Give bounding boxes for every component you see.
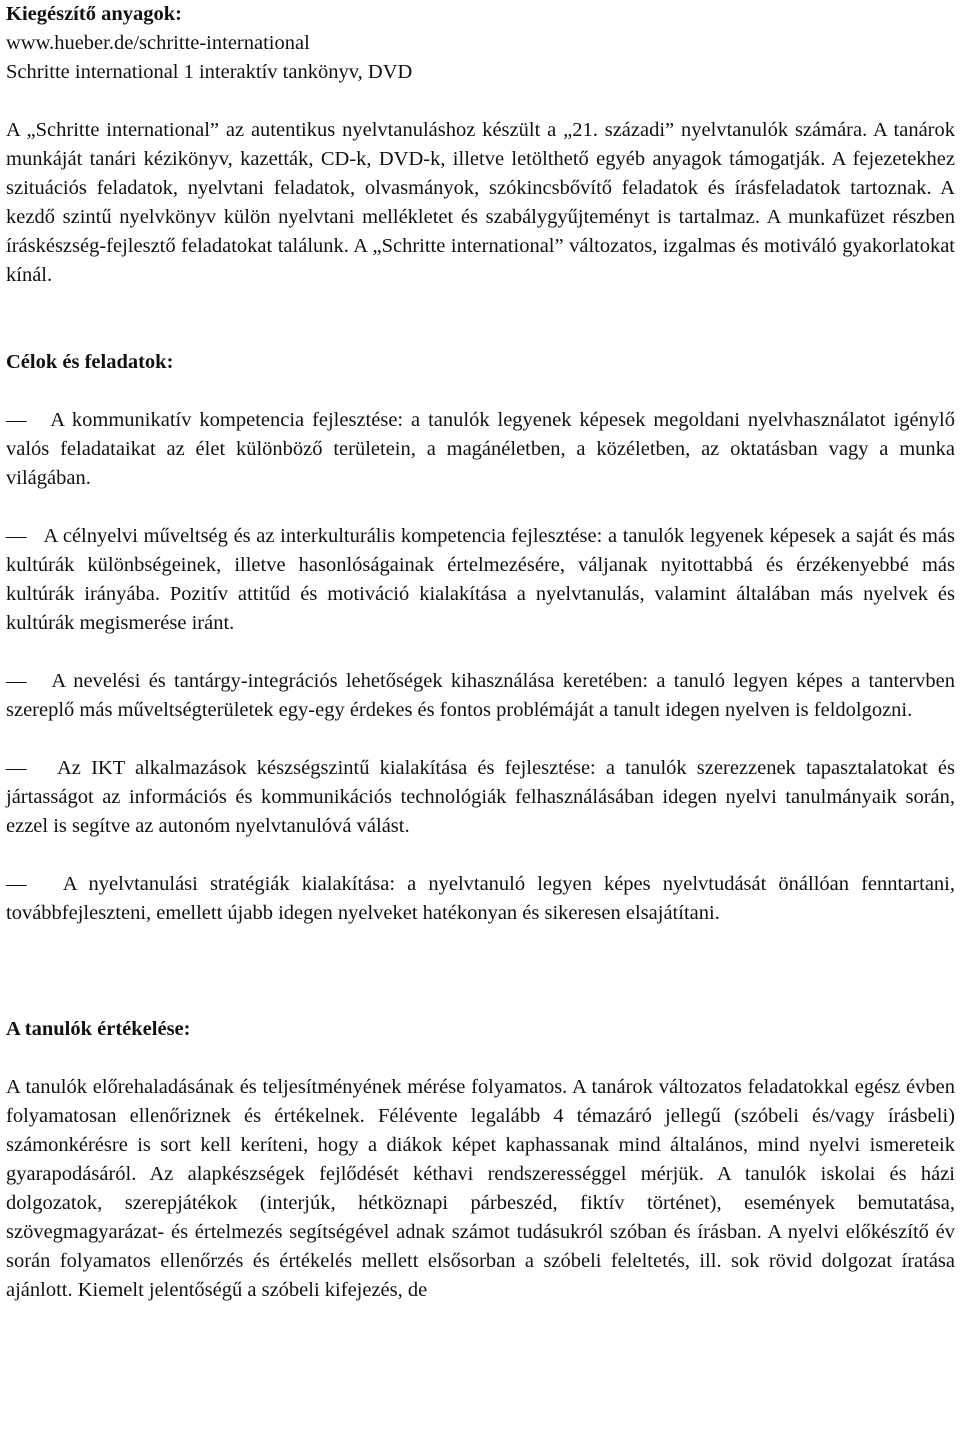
supplements-item: Schritte international 1 interaktív tankönyv, DVD (6, 61, 413, 83)
dash-bullet: — (6, 409, 27, 431)
dash-bullet: — (6, 670, 27, 692)
goal-text: Az IKT alkalmazások készségszintű kialakítása és fejlesztése: a tanulók szerezzenek tapasztalatokat és jártasságot az információs és kommunikációs technológiák felhasználásában idegen nyelvi tanulmányaik során, ezzel is segítve az autonóm nyelvtanulóvá válást. (6, 757, 956, 837)
goal-text: A célnyelvi műveltség és az interkulturális kompetencia fejlesztése: a tanulók legyenek képesek a saját és más kultúrák különbségeinek, illetve hasonlóságainak értelmezésére, váljanak nyitottabbá és érzékenyebbé más kultúrák irányába. Pozitív attitűd és motiváció kialakítása a nyelvtanulás, valamint általában más nyelvek és kultúrák megismerése iránt. (6, 525, 955, 634)
goals-heading: Célok és feladatok: (6, 351, 174, 373)
supplements-section (6, 0, 955, 87)
goal-item (6, 522, 955, 638)
intro-paragraph: A „Schritte international” az autentikus nyelvtanuláshoz készült a „21. századi” nyelvtanulók számára. A tanárok munkáját tanári kézikönyv, kazetták, CD-k, DVD-k, illetve letölthető egyéb anyagok támogatják. A fejezetekhez szituációs feladatok, nyelvtani feladatok, olvasmányok, szókincsbővítő feladatok és írásfeladatok tartoznak. A kezdő szintű nyelvkönyv külön nyelvtani mellékletet és szabálygyűjteményt is tartalmaz. A munkafüzet részben íráskészség-fejlesztő feladatokat találunk. A „Schritte international” változatos, izgalmas és motiváló gyakorlatokat kínál. (6, 119, 955, 286)
goal-text: A kommunikatív kompetencia fejlesztése: a tanulók legyenek képesek megoldani nyelvhasználatot igénylő valós feladataikat az élet különböző területein, a magánéletben, a közéletben, az oktatásban vagy a munka világában. (6, 409, 956, 489)
dash-bullet: — (6, 757, 27, 779)
goal-text: A nevelési és tantárgy-integrációs lehetőségek kihasználása keretében: a tanuló legyen képes a tantervben szereplő más műveltségterületek egy-egy érdekes és fontos problémáját a tanult idegen nyelven is feldolgozni. (6, 670, 956, 721)
supplements-url: www.hueber.de/schritte-international (6, 32, 310, 54)
dash-bullet: — (6, 873, 27, 895)
dash-bullet: — (6, 525, 27, 547)
goal-text: A nyelvtanulási stratégiák kialakítása: a nyelvtanuló legyen képes nyelvtudását önállóan fenntartani, továbbfejleszteni, emellett újabb idegen nyelveket hatékonyan és sikeresen elsajátítani. (6, 873, 956, 924)
goal-item (6, 667, 955, 725)
document-page (6, 0, 955, 1305)
evaluation-heading: A tanulók értékelése: (6, 1018, 191, 1040)
goal-item (6, 406, 955, 493)
evaluation-paragraph: A tanulók előrehaladásának és teljesítményének mérése folyamatos. A tanárok változatos feladatokkal egész évben folyamatosan ellenőriznek és értékelnek. Félévente legalább 4 témazáró jellegű (szóbeli és/vagy írásbeli) számonkérésre is sort kell keríteni, hogy a diákok képet kaphassanak mind általános, mind nyelvi ismereteik gyarapodásáról. Az alapkészségek fejlődését kéthavi rendszerességgel mérjük. A tanulók iskolai és házi dolgozatok, szerepjátékok (interjúk, hétköznapi párbeszéd, fiktív történet), események bemutatása, szövegmagyarázat- és értelmezés segítségével adnak számot tudásukról szóban és írásban. A nyelvi előkészítő év során folyamatos ellenőrzés és értékelés mellett elsősorban a szóbeli feleltetés, ill. sok rövid dolgozat íratása ajánlott. Kiemelt jelentőségű a szóbeli kifejezés, de (6, 1076, 955, 1301)
goal-item (6, 870, 955, 928)
goal-item (6, 754, 955, 841)
supplements-heading: Kiegészítő anyagok: (6, 3, 182, 25)
